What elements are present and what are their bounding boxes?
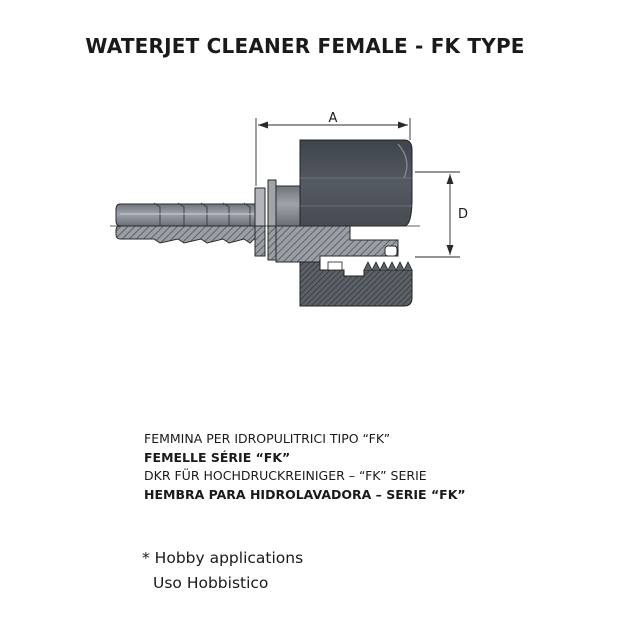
usage-note-english: * Hobby applications	[142, 549, 304, 567]
description-german: DKR FÜR HOCHDRUCKREINIGER – “FK” SERIE	[144, 468, 427, 483]
body-section	[276, 226, 398, 262]
usage-note-italian: Uso Hobbistico	[153, 574, 269, 592]
page-title: WATERJET CLEANER FEMALE - FK TYPE	[85, 34, 525, 58]
hose-tail-upper	[116, 203, 255, 226]
description-french: FEMELLE SÉRIE “FK”	[144, 449, 291, 465]
hose-tail-lower-section	[116, 226, 255, 243]
usage-note	[142, 546, 303, 596]
dimension-d	[415, 172, 468, 257]
description-block	[144, 430, 466, 504]
dimension-d-label: D	[458, 207, 469, 222]
description-italian: FEMMINA PER IDROPULITRICI TIPO “FK”	[144, 431, 391, 446]
nut-lower-section	[300, 262, 412, 306]
dimension-a-label: A	[328, 111, 338, 126]
nut-upper	[300, 140, 412, 226]
description-spanish: HEMBRA PARA HIDROLAVADORA – SERIE “FK”	[144, 486, 466, 502]
